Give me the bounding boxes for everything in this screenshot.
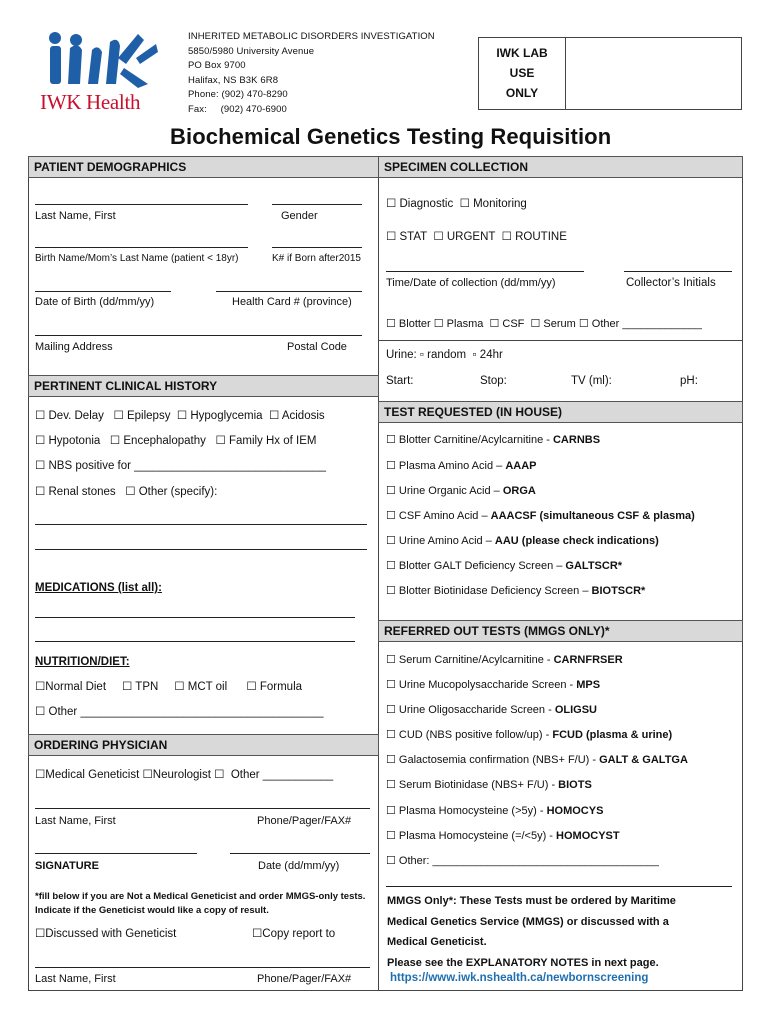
clinical-history-heading: PERTINENT CLINICAL HISTORY (28, 375, 379, 397)
urine-start[interactable]: Start: (386, 375, 414, 387)
test-homocys-label: ☐ Plasma Homocysteine (>5y) - (386, 805, 547, 817)
test-mps-code: MPS (576, 679, 601, 691)
urine-ph[interactable]: pH: (680, 375, 698, 387)
test-galtscr-code: GALTSCR* (565, 560, 623, 572)
mmgs-note (387, 891, 676, 973)
test-homocys[interactable] (386, 804, 603, 817)
test-oligsu-label: ☐ Urine Oligosaccharide Screen - (386, 704, 555, 716)
nutrition-row-2[interactable]: ☐ Other ______________________________________ (35, 706, 324, 718)
signature-label: SIGNATURE (35, 860, 99, 872)
medications-line-2[interactable] (35, 641, 355, 642)
physician-types[interactable]: ☐Medical Geneticist ☐Neurologist ☐ Other ___________ (35, 769, 334, 781)
lab-use-box (478, 37, 566, 110)
lab-line-3: ONLY (505, 86, 539, 100)
in-house-tests-heading: TEST REQUESTED (IN HOUSE) (378, 401, 743, 423)
test-galt-galtga-code: GALT & GALTGA (599, 754, 688, 766)
specimen-purpose[interactable]: ☐ Diagnostic ☐ Monitoring (386, 198, 527, 210)
test-orga-code: ORGA (502, 485, 536, 497)
org-line-5: Phone: (902) 470-8290 (188, 89, 288, 100)
test-orga[interactable] (386, 484, 536, 497)
referred-tests-heading: REFERRED OUT TESTS (MMGS ONLY)* (378, 620, 743, 642)
test-biotscr-label: ☐ Blotter Biotinidase Deficiency Screen – (386, 585, 592, 597)
gender-field[interactable] (272, 204, 362, 205)
patient-demographics-heading: PATIENT DEMOGRAPHICS (28, 156, 379, 178)
test-galtscr-label: ☐ Blotter GALT Deficiency Screen – (386, 560, 566, 572)
health-card-field[interactable] (216, 291, 362, 292)
test-carnbs-label: ☐ Blotter Carnitine/Acylcarnitine - (386, 434, 553, 446)
test-carnbs[interactable] (386, 433, 600, 446)
test-aaacsf-code: AAACSF (simultaneous CSF & plasma) (490, 510, 695, 522)
urine-type[interactable]: Urine: ▫ random ▫ 24hr (386, 349, 503, 361)
test-aau-code: AAU (please check indications) (494, 535, 659, 547)
last-name-label: Last Name, First (35, 210, 116, 222)
test-aau[interactable] (386, 534, 659, 547)
collection-time-field[interactable] (386, 271, 584, 272)
copy-phone-label: Phone/Pager/FAX# (257, 973, 352, 985)
k-number-field[interactable] (272, 247, 362, 248)
test-orga-label: ☐ Urine Organic Acid – (386, 485, 503, 497)
brand-name: IWK Health (40, 90, 141, 114)
history-row-2[interactable]: ☐ Hypotonia ☐ Encephalopathy ☐ Family Hx of IEM (35, 435, 317, 447)
collector-initials-label: Collector’s Initials (626, 277, 716, 289)
iwk-logo (40, 28, 165, 118)
test-oligsu-code: OLIGSU (554, 704, 597, 716)
test-biots-label: ☐ Serum Biotinidase (NBS+ F/U) - (386, 779, 559, 791)
physician-last-name-label: Last Name, First (35, 815, 116, 827)
medications-heading: MEDICATIONS (list all): (35, 582, 162, 594)
mmgs-note-line-1: MMGS Only*: These Tests must be ordered by Maritime (387, 895, 676, 907)
test-other-label: ☐ Other: _____________________________________ (386, 855, 659, 867)
test-homocys-code: HOMOCYS (546, 805, 604, 817)
test-other[interactable] (386, 854, 659, 867)
test-carnfrser-code: CARNFRSER (553, 654, 623, 666)
iwk-figures-icon (40, 28, 160, 90)
test-galtscr[interactable] (386, 559, 622, 572)
ordering-physician-heading: ORDERING PHYSICIAN (28, 734, 379, 756)
test-aaacsf-label: ☐ CSF Amino Acid – (386, 510, 491, 522)
test-aaacsf[interactable] (386, 509, 695, 522)
mmgs-note-line-4: Please see the EXPLANATORY NOTES in next page. (387, 956, 659, 969)
medications-line-1[interactable] (35, 617, 355, 618)
org-address (188, 30, 435, 117)
discussed-checkbox[interactable]: ☐Discussed with Geneticist (35, 928, 177, 940)
lab-use-area (566, 37, 742, 110)
urine-tv[interactable]: TV (ml): (571, 375, 612, 387)
physician-phone-label: Phone/Pager/FAX# (257, 815, 352, 827)
history-row-4[interactable]: ☐ Renal stones ☐ Other (specify): (35, 486, 218, 498)
test-carnbs-code: CARNBS (552, 434, 601, 446)
org-line-3: PO Box 9700 (188, 60, 246, 71)
test-fcud[interactable] (386, 728, 672, 741)
org-line-4: Halifax, NS B3K 6R8 (188, 74, 279, 86)
last-name-field[interactable] (35, 204, 248, 205)
lab-line-2: USE (509, 66, 535, 80)
dob-label: Date of Birth (dd/mm/yy) (35, 296, 155, 308)
test-oligsu[interactable] (386, 703, 597, 716)
test-mps-label: ☐ Urine Mucopolysaccharide Screen - (386, 679, 577, 691)
urine-stop[interactable]: Stop: (480, 375, 507, 387)
column-divider (378, 156, 379, 991)
mmgs-note-line-2: Medical Genetics Service (MMGS) or discussed with a (387, 915, 669, 928)
test-biots-code: BIOTS (558, 779, 592, 791)
postal-code-label: Postal Code (287, 341, 347, 353)
test-biotscr-code: BIOTSCR* (591, 585, 646, 597)
history-row-1[interactable]: ☐ Dev. Delay ☐ Epilepsy ☐ Hypoglycemia ☐ Acidosis (35, 410, 325, 422)
page-title: Biochemical Genetics Testing Requisition (170, 124, 612, 149)
birth-name-label: Birth Name/Mom’s Last Name (patient < 18yr) (35, 253, 239, 264)
non-geneticist-note: *fill below if you are Not a Medical Geneticist and order MMGS-only tests. Indicate if the Geneticist would like a copy of result. (35, 891, 366, 916)
health-card-label: Health Card # (province) (232, 296, 352, 308)
test-fcud-label: ☐ CUD (NBS positive follow/up) - (386, 729, 553, 741)
test-carnfrser-label: ☐ Serum Carnitine/Acylcarnitine - (386, 654, 554, 666)
test-homocyst-label: ☐ Plasma Homocysteine (=/<5y) - (386, 830, 557, 842)
dob-field[interactable] (35, 291, 171, 292)
test-aaap-label: ☐ Plasma Amino Acid – (386, 460, 506, 472)
collector-initials-field[interactable] (624, 271, 732, 272)
test-galt-galtga[interactable] (386, 753, 688, 766)
test-fcud-code: FCUD (plasma & urine) (552, 729, 673, 741)
mailing-address-label: Mailing Address (35, 341, 113, 353)
history-row-3[interactable]: ☐ NBS positive for ______________________________ (35, 460, 327, 472)
collection-time-label: Time/Date of collection (dd/mm/yy) (386, 277, 556, 289)
history-other-line-1[interactable] (35, 524, 367, 525)
history-other-line-2[interactable] (35, 549, 367, 550)
copy-last-name-label: Last Name, First (35, 973, 116, 985)
copy-name-field[interactable] (35, 967, 370, 968)
test-biots[interactable] (386, 778, 592, 791)
lab-line-1: IWK LAB (496, 46, 548, 60)
physician-name-field[interactable] (35, 808, 370, 809)
test-galt-galtga-label: ☐ Galactosemia confirmation (NBS+ F/U) - (386, 754, 600, 766)
test-aau-label: ☐ Urine Amino Acid – (386, 535, 495, 547)
signature-field[interactable] (35, 853, 197, 854)
org-line-6: Fax: (902) 470-6900 (188, 103, 287, 115)
org-line-2: 5850/5980 University Avenue (188, 45, 315, 57)
test-biotscr[interactable] (386, 584, 645, 597)
test-aaap[interactable] (386, 459, 536, 472)
newborn-screening-link[interactable]: https://www.iwk.nshealth.ca/newbornscreening (390, 972, 649, 984)
test-other-line[interactable] (386, 886, 732, 887)
birth-name-field[interactable] (35, 247, 248, 248)
test-homocyst[interactable] (386, 829, 620, 842)
test-aaap-code: AAAP (505, 460, 537, 472)
specimen-collection-heading: SPECIMEN COLLECTION (378, 156, 743, 178)
test-carnfrser[interactable] (386, 653, 623, 666)
org-line-1: INHERITED METABOLIC DISORDERS INVESTIGATION (188, 31, 435, 42)
copy-report-checkbox[interactable]: ☐Copy report to (252, 928, 336, 940)
nutrition-row-1[interactable]: ☐Normal Diet ☐ TPN ☐ MCT oil ☐ Formula (35, 681, 303, 693)
test-mps[interactable] (386, 678, 600, 691)
specimen-divider (378, 340, 743, 341)
nutrition-heading: NUTRITION/DIET: (35, 656, 130, 668)
k-number-label: K# if Born after2015 (272, 253, 361, 264)
mailing-address-field[interactable] (35, 335, 362, 336)
mmgs-note-line-3: Medical Geneticist. (387, 936, 487, 948)
date-field[interactable] (230, 853, 370, 854)
specimen-priority[interactable]: ☐ STAT ☐ URGENT ☐ ROUTINE (386, 231, 567, 243)
test-homocyst-code: HOMOCYST (556, 830, 620, 842)
date-label: Date (dd/mm/yy) (258, 860, 340, 872)
specimen-types[interactable]: ☐ Blotter ☐ Plasma ☐ CSF ☐ Serum ☐ Other _____________ (386, 318, 702, 330)
gender-label: Gender (281, 210, 318, 222)
